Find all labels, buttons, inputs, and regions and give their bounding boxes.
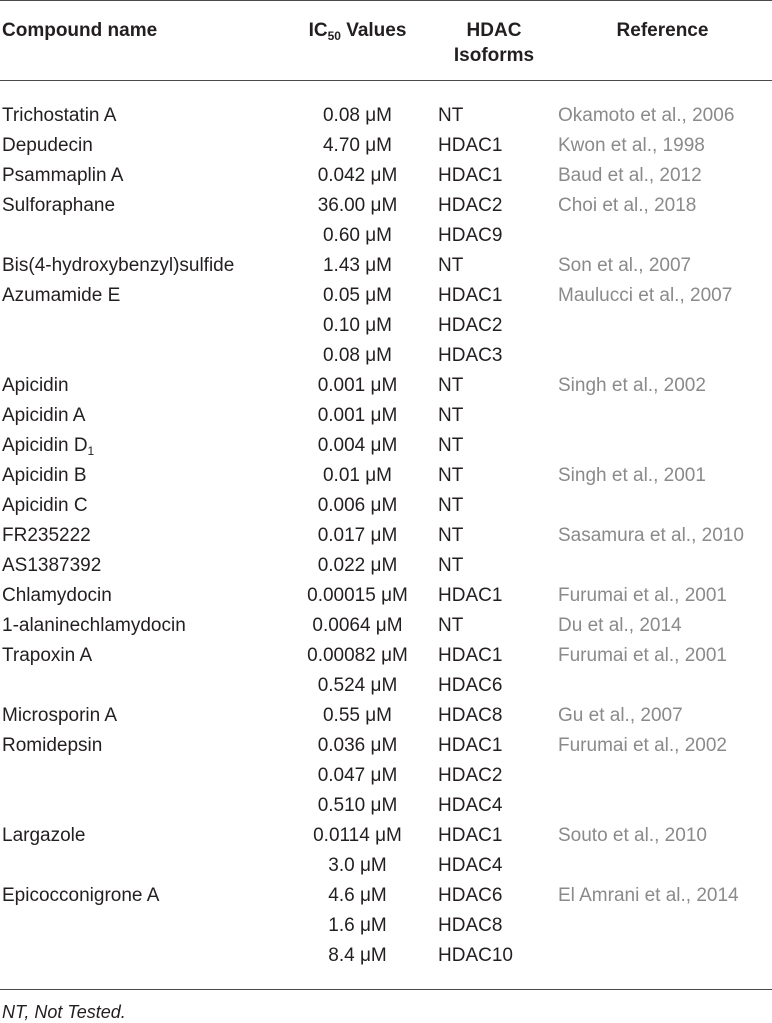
cell-ic50-value: 0.0064 μM <box>312 615 403 636</box>
cell-hdac-isoform: NT <box>438 405 464 426</box>
cell-reference: Souto et al., 2010 <box>558 825 707 846</box>
cell-hdac-isoform: NT <box>438 555 464 576</box>
cell-reference: Du et al., 2014 <box>558 615 682 636</box>
cell-ic50-value: 0.01 μM <box>322 465 393 486</box>
cell-compound-name <box>0 195 280 217</box>
cell-hdac-isoform: HDAC6 <box>438 675 503 696</box>
cell-reference: Singh et al., 2001 <box>558 465 706 486</box>
table-row <box>0 461 772 491</box>
table-row <box>0 101 772 131</box>
cell-compound-name <box>0 735 280 757</box>
header-isoforms-line2: Isoforms <box>453 45 535 66</box>
cell-ic50-value: 0.0114 μM <box>313 825 402 846</box>
table-row <box>0 311 772 341</box>
cell-compound-name <box>0 495 280 517</box>
table-footnote: NT, Not Tested. <box>2 1002 126 1022</box>
cell-reference: Singh et al., 2002 <box>558 375 706 396</box>
cell-reference: Furumai et al., 2001 <box>558 585 727 606</box>
compound-name-text: Trichostatin A <box>2 105 117 126</box>
table-row <box>0 761 772 791</box>
cell-compound-name <box>0 465 280 487</box>
cell-hdac-isoform: NT <box>438 525 464 546</box>
table-row <box>0 881 772 911</box>
cell-reference: Maulucci et al., 2007 <box>558 285 733 306</box>
cell-ic50-value: 4.6 μM <box>328 885 387 906</box>
cell-compound-name <box>0 405 280 427</box>
cell-ic50-value: 4.70 μM <box>322 135 393 156</box>
cell-ic50-value: 0.006 μM <box>317 495 398 516</box>
cell-reference: Kwon et al., 1998 <box>558 135 705 156</box>
header-hdac-isoforms <box>435 18 553 80</box>
cell-ic50-value: 0.60 μM <box>322 225 393 246</box>
table-row <box>0 671 772 701</box>
compound-name-text: Microsporin A <box>2 705 118 726</box>
cell-hdac-isoform: NT <box>438 465 464 486</box>
cell-compound-name <box>0 135 280 157</box>
table-row <box>0 341 772 371</box>
cell-compound-name <box>0 885 280 907</box>
cell-hdac-isoform: HDAC1 <box>438 825 503 846</box>
cell-compound-name <box>0 585 280 607</box>
cell-hdac-isoform: HDAC1 <box>438 735 503 756</box>
cell-hdac-isoform: NT <box>438 435 464 456</box>
cell-hdac-isoform: HDAC1 <box>438 285 503 306</box>
cell-ic50-value: 0.524 μM <box>317 675 398 696</box>
cell-compound-name <box>0 525 280 547</box>
table-row <box>0 641 772 671</box>
cell-ic50-value: 0.08 μM <box>322 345 393 366</box>
header-ic50-subscript: 50 <box>327 29 341 43</box>
cell-hdac-isoform: HDAC3 <box>438 345 503 366</box>
table-row <box>0 821 772 851</box>
cell-ic50-value: 1.43 μM <box>322 255 393 276</box>
cell-hdac-isoform: HDAC8 <box>438 915 503 936</box>
cell-ic50-value: 0.017 μM <box>317 525 398 546</box>
compound-name-text: AS1387392 <box>2 555 102 576</box>
table-header-row <box>0 1 772 80</box>
table-row <box>0 371 772 401</box>
cell-hdac-isoform: NT <box>438 495 464 516</box>
cell-ic50-value: 0.001 μM <box>317 405 398 426</box>
table-row <box>0 521 772 551</box>
cell-hdac-isoform: HDAC8 <box>438 705 503 726</box>
cell-hdac-isoform: NT <box>438 375 464 396</box>
cell-compound-name <box>0 105 280 127</box>
cell-reference: Furumai et al., 2002 <box>558 735 727 756</box>
cell-ic50-value: 8.4 μM <box>328 945 387 966</box>
cell-hdac-isoform: HDAC1 <box>438 135 503 156</box>
cell-reference: El Amrani et al., 2014 <box>558 885 739 906</box>
header-isoforms-line1: HDAC <box>466 20 522 41</box>
header-ic50-values-label: Values <box>340 20 407 41</box>
cell-reference: Okamoto et al., 2006 <box>558 105 735 126</box>
cell-reference: Furumai et al., 2001 <box>558 645 727 666</box>
table-row <box>0 431 772 461</box>
cell-ic50-value: 0.001 μM <box>317 375 398 396</box>
compound-name-text: Apicidin D <box>2 435 88 456</box>
compound-name-text: Apicidin C <box>2 495 88 516</box>
table-row <box>0 191 772 221</box>
cell-hdac-isoform: HDAC4 <box>438 795 503 816</box>
cell-ic50-value: 0.08 μM <box>322 105 393 126</box>
compound-name-text: Chlamydocin <box>2 585 112 606</box>
cell-hdac-isoform: HDAC1 <box>438 585 503 606</box>
cell-ic50-value: 0.05 μM <box>322 285 393 306</box>
cell-hdac-isoform: HDAC4 <box>438 855 503 876</box>
table-row <box>0 401 772 431</box>
header-compound-name: Compound name <box>2 20 158 41</box>
cell-hdac-isoform: HDAC2 <box>438 195 503 216</box>
cell-compound-name <box>0 285 280 307</box>
table-row <box>0 611 772 641</box>
cell-compound-name <box>0 705 280 727</box>
compound-name-text: Depudecin <box>2 135 93 156</box>
cell-ic50-value: 0.036 μM <box>317 735 398 756</box>
compound-name-subscript: 1 <box>87 444 95 458</box>
compound-name-text: Romidepsin <box>2 735 103 756</box>
compound-name-text: FR235222 <box>2 525 91 546</box>
cell-hdac-isoform: HDAC6 <box>438 885 503 906</box>
table-row <box>0 911 772 941</box>
cell-reference: Sasamura et al., 2010 <box>558 525 744 546</box>
cell-compound-name <box>0 615 280 637</box>
compound-name-text: Apicidin B <box>2 465 87 486</box>
cell-hdac-isoform: NT <box>438 615 464 636</box>
compound-name-text: Epicocconigrone A <box>2 885 160 906</box>
cell-compound-name <box>0 555 280 577</box>
cell-compound-name <box>0 825 280 847</box>
cell-ic50-value: 0.047 μM <box>317 765 398 786</box>
cell-ic50-value: 0.042 μM <box>317 165 398 186</box>
cell-compound-name <box>0 435 280 457</box>
cell-hdac-isoform: NT <box>438 255 464 276</box>
table-row <box>0 221 772 251</box>
cell-ic50-value: 0.55 μM <box>322 705 393 726</box>
table-row <box>0 791 772 821</box>
cell-compound-name <box>0 645 280 667</box>
compound-name-text: Trapoxin A <box>2 645 93 666</box>
cell-ic50-value: 0.00082 μM <box>307 645 408 666</box>
cell-ic50-value: 1.6 μM <box>328 915 387 936</box>
compound-name-text: Azumamide E <box>2 285 121 306</box>
table-row <box>0 551 772 581</box>
header-ic50-label: IC <box>308 20 328 41</box>
compound-name-text: 1-alaninechlamydocin <box>2 615 186 636</box>
cell-ic50-value: 0.510 μM <box>317 795 398 816</box>
cell-hdac-isoform: HDAC2 <box>438 765 503 786</box>
cell-reference: Choi et al., 2018 <box>558 195 697 216</box>
table-body <box>0 81 772 989</box>
cell-ic50-value: 3.0 μM <box>328 855 387 876</box>
cell-compound-name <box>0 255 280 277</box>
table-row <box>0 851 772 881</box>
cell-hdac-isoform: HDAC10 <box>438 945 513 966</box>
compound-name-text: Largazole <box>2 825 86 846</box>
cell-reference: Gu et al., 2007 <box>558 705 683 726</box>
cell-hdac-isoform: HDAC1 <box>438 645 503 666</box>
compound-name-text: Apicidin A <box>2 405 86 426</box>
cell-hdac-isoform: HDAC9 <box>438 225 503 246</box>
cell-compound-name <box>0 165 280 187</box>
compound-name-text: Apicidin <box>2 375 69 396</box>
cell-hdac-isoform: NT <box>438 105 464 126</box>
table-row <box>0 131 772 161</box>
compound-name-text: Psammaplin A <box>2 165 124 186</box>
table-row <box>0 731 772 761</box>
cell-reference: Son et al., 2007 <box>558 255 692 276</box>
table-row <box>0 941 772 971</box>
cell-ic50-value: 36.00 μM <box>317 195 398 216</box>
table-row <box>0 491 772 521</box>
table-row <box>0 581 772 611</box>
table-row <box>0 281 772 311</box>
compound-name-text: Bis(4-hydroxybenzyl)sulfide <box>2 255 235 276</box>
cell-compound-name <box>0 375 280 397</box>
table-row <box>0 701 772 731</box>
cell-ic50-value: 0.022 μM <box>317 555 398 576</box>
header-ic50-values <box>280 18 435 80</box>
cell-reference: Baud et al., 2012 <box>558 165 702 186</box>
cell-hdac-isoform: HDAC2 <box>438 315 503 336</box>
table-row <box>0 251 772 281</box>
compound-name-text: Sulforaphane <box>2 195 116 216</box>
cell-ic50-value: 0.10 μM <box>322 315 393 336</box>
cell-ic50-value: 0.004 μM <box>317 435 398 456</box>
cell-ic50-value: 0.00015 μM <box>307 585 408 606</box>
header-reference: Reference <box>616 20 709 41</box>
cell-hdac-isoform: HDAC1 <box>438 165 503 186</box>
table-row <box>0 161 772 191</box>
